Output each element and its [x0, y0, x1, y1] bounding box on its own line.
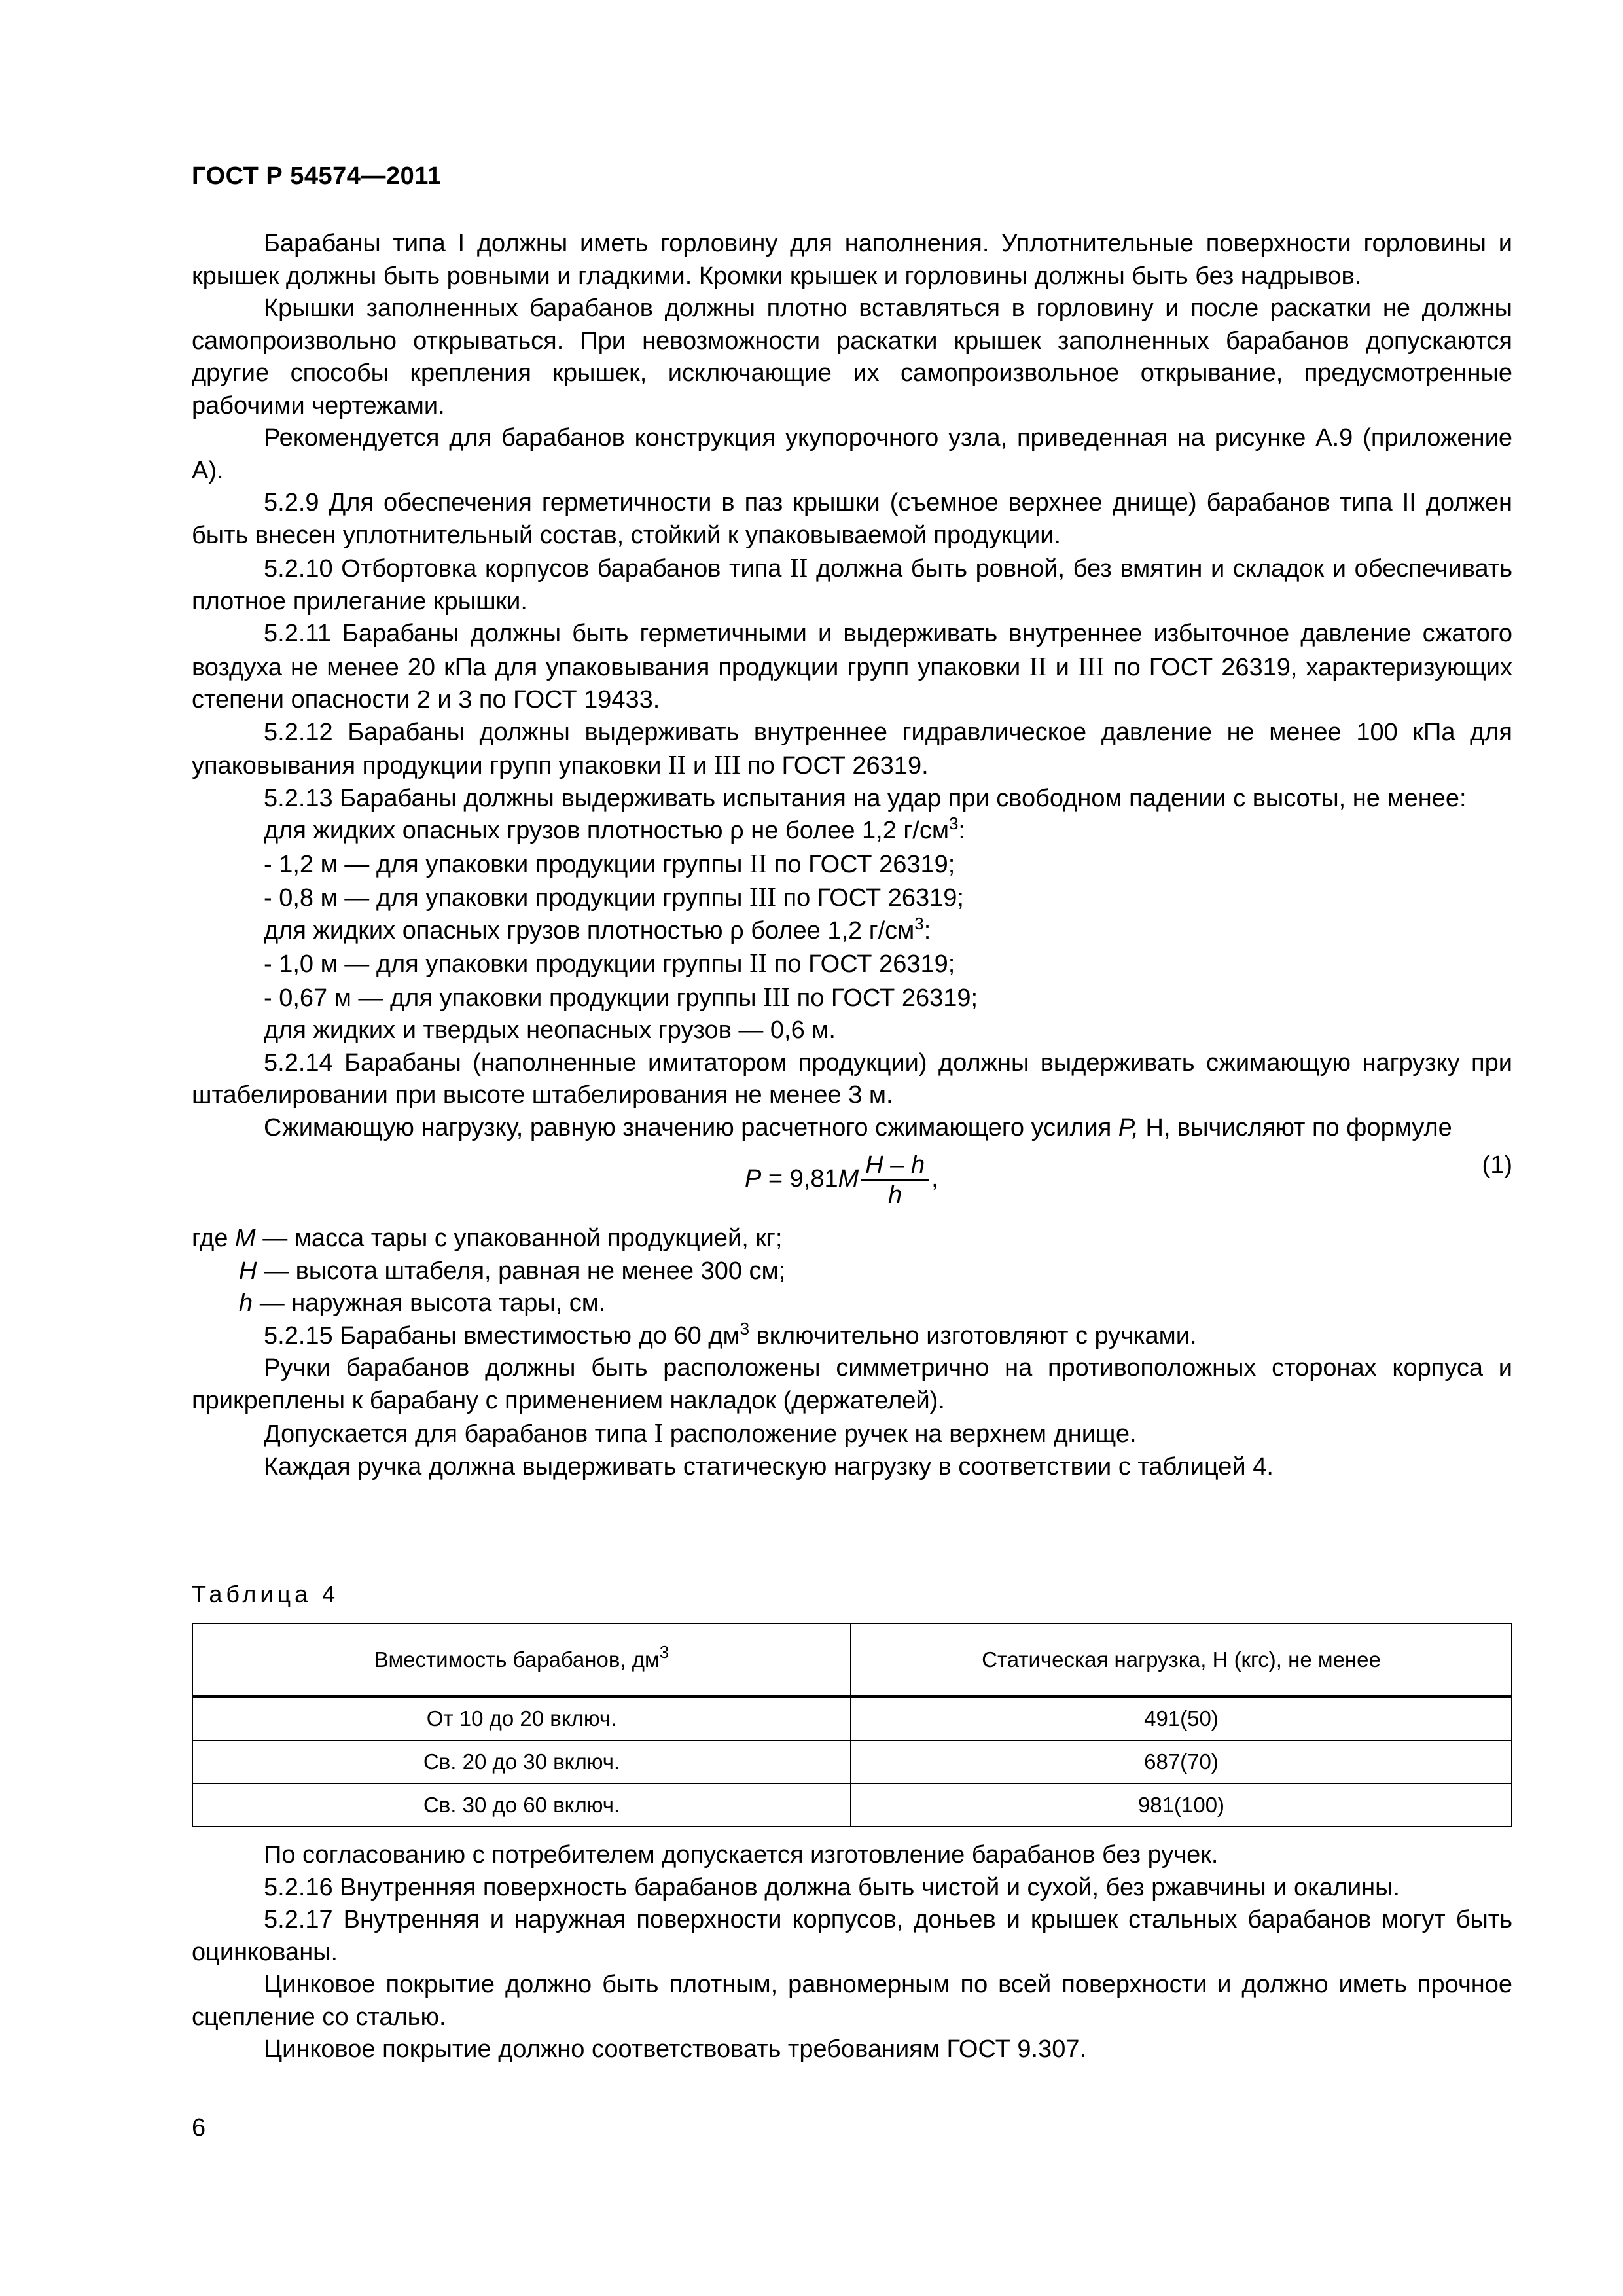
paragraph: Рекомендуется для барабанов конструкция укупорочного узла, приведенная на рисунке А.9 (приложение А). — [192, 424, 1512, 484]
cell-capacity: Св. 20 до 30 включ. — [192, 1740, 851, 1784]
document-body — [192, 228, 1512, 1483]
table-row — [192, 1740, 1512, 1784]
paragraph: Цинковое покрытие должно быть плотным, равномерным по всей поверхности и должно иметь прочное сцепление со сталью. — [192, 1971, 1512, 2031]
list-item: для жидких и твердых неопасных грузов — 0,6 м. — [264, 1016, 836, 1044]
table-caption: Таблица 4 — [192, 1581, 340, 1607]
fraction: $\frac{H - h}{h}$ — [861, 1151, 929, 1210]
clause-5-2-12: 5.2.12 Барабаны должны выдерживать внутреннее гидравлическое давление не менее 100 кПа для упаковывания продукции групп упаковки II и III по ГОСТ 26319. — [192, 718, 1512, 780]
clause-5-2-13: 5.2.13 Барабаны должны выдерживать испытания на удар при свободном падении с высоты, не менее: — [264, 784, 1467, 812]
cell-load: 981(100) — [851, 1784, 1512, 1827]
list-item: - 0,67 м — для упаковки продукции группы III по ГОСТ 26319; — [264, 981, 978, 1012]
clause-5-2-11: 5.2.11 Барабаны должны быть герметичными и выдерживать внутреннее избыточное давление сжатого воздуха не менее 20 кПа для упаковывания продукции групп упаковки II и III по ГОСТ 26319, характеризующих степени опасности 2 и 3 по ГОСТ 19433. — [192, 620, 1513, 713]
table-row — [192, 1696, 1512, 1740]
paragraph: Допускается для барабанов типа I расположение ручек на верхнем днище. — [264, 1418, 1137, 1448]
column-header-capacity: Вместимость барабанов, $дм^3$ — [192, 1624, 851, 1696]
formula-block — [192, 1144, 1512, 1223]
table-4 — [192, 1623, 1512, 1827]
table-header-row — [192, 1624, 1512, 1696]
document-header: ГОСТ Р 54574—2011 — [192, 162, 442, 190]
document-body-continued — [192, 1839, 1512, 2066]
clause-5-2-9: 5.2.9 Для обеспечения герметичности в паз крышки (съемное верхнее днище) барабанов типа II должен быть внесен уплотнительный состав, стойкий к упаковываемой продукции. — [192, 489, 1512, 549]
paragraph: Каждая ручка должна выдерживать статическую нагрузку в соответствии с таблицей 4. — [264, 1452, 1274, 1480]
where-line: где M — масса тары с упакованной продукцией, кг; — [192, 1225, 783, 1252]
page-number: 6 — [192, 2114, 206, 2142]
paragraph: Крышки заполненных барабанов должны плотно вставляться в горловину и после раскатки не должны самопроизвольно открываться. При невозможности раскатки крышек заполненных барабанов допускаются другие способы крепления крышек, исключающие их самопроизвольное открывание, предусмотренные рабочими чертежами. — [192, 295, 1512, 420]
clause-5-2-17: 5.2.17 Внутренняя и наружная поверхности корпусов, доньев и крышек стальных барабанов могут быть оцинкованы. — [192, 1906, 1512, 1966]
paragraph: Сжимающую нагрузку, равную значению расчетного сжимающего усилия P, Н, вычисляют по формуле — [264, 1113, 1452, 1141]
formula: P = 9,81M $\frac{H - h}{h}$ , — [745, 1151, 938, 1209]
list-item: - 0,8 м — для упаковки продукции группы III по ГОСТ 26319; — [264, 882, 964, 912]
where-line: H — высота штабеля, равная не менее 300 см; — [239, 1257, 786, 1285]
paragraph: По согласованию с потребителем допускается изготовление барабанов без ручек. — [264, 1841, 1219, 1869]
equation-number: (1) — [1482, 1151, 1512, 1179]
clause-5-2-10: 5.2.10 Отбортовка корпусов барабанов типа II должна быть ровной, без вмятин и складок и обеспечивать плотное прилегание крышки. — [192, 552, 1512, 615]
clause-5-2-14: 5.2.14 Барабаны (наполненные имитатором продукции) должны выдерживать сжимающую нагрузку при штабелировании при высоте штабелирования не менее 3 м. — [192, 1049, 1512, 1109]
where-line: h — наружная высота тары, см. — [239, 1289, 606, 1317]
column-header-load: Статическая нагрузка, Н (кгс), не менее — [851, 1624, 1512, 1696]
list-item: для жидких опасных грузов плотностью ρ более 1,2 $г/см^3$: — [264, 913, 931, 944]
paragraph: Цинковое покрытие должно соответствовать требованиям ГОСТ 9.307. — [264, 2036, 1087, 2063]
cell-capacity: Св. 30 до 60 включ. — [192, 1784, 851, 1827]
list-item: для жидких опасных грузов плотностью ρ не более 1,2 $г/см^3$: — [264, 814, 965, 844]
paragraph: Ручки барабанов должны быть расположены симметрично на противоположных сторонах корпуса и прикреплены к барабану с применением накладок (держателей). — [192, 1354, 1512, 1414]
clause-5-2-16: 5.2.16 Внутренняя поверхность барабанов должна быть чистой и сухой, без ржавчины и окалины. — [264, 1873, 1400, 1901]
list-item: - 1,2 м — для упаковки продукции группы II по ГОСТ 26319; — [264, 848, 955, 878]
cell-capacity: От 10 до 20 включ. — [192, 1696, 851, 1740]
paragraph: Барабаны типа I должны иметь горловину для наполнения. Уплотнительные поверхности горловины и крышек должны быть ровными и гладкими. Кромки крышек и горловины должны быть без надрывов. — [192, 230, 1512, 290]
cell-load: 491(50) — [851, 1696, 1512, 1740]
table-row — [192, 1784, 1512, 1827]
cell-load: 687(70) — [851, 1740, 1512, 1784]
list-item: - 1,0 м — для упаковки продукции группы II по ГОСТ 26319; — [264, 948, 955, 978]
clause-5-2-15: 5.2.15 Барабаны вместимостью до 60 $дм^3$ включительно изготовляют с ручками. — [264, 1318, 1197, 1350]
